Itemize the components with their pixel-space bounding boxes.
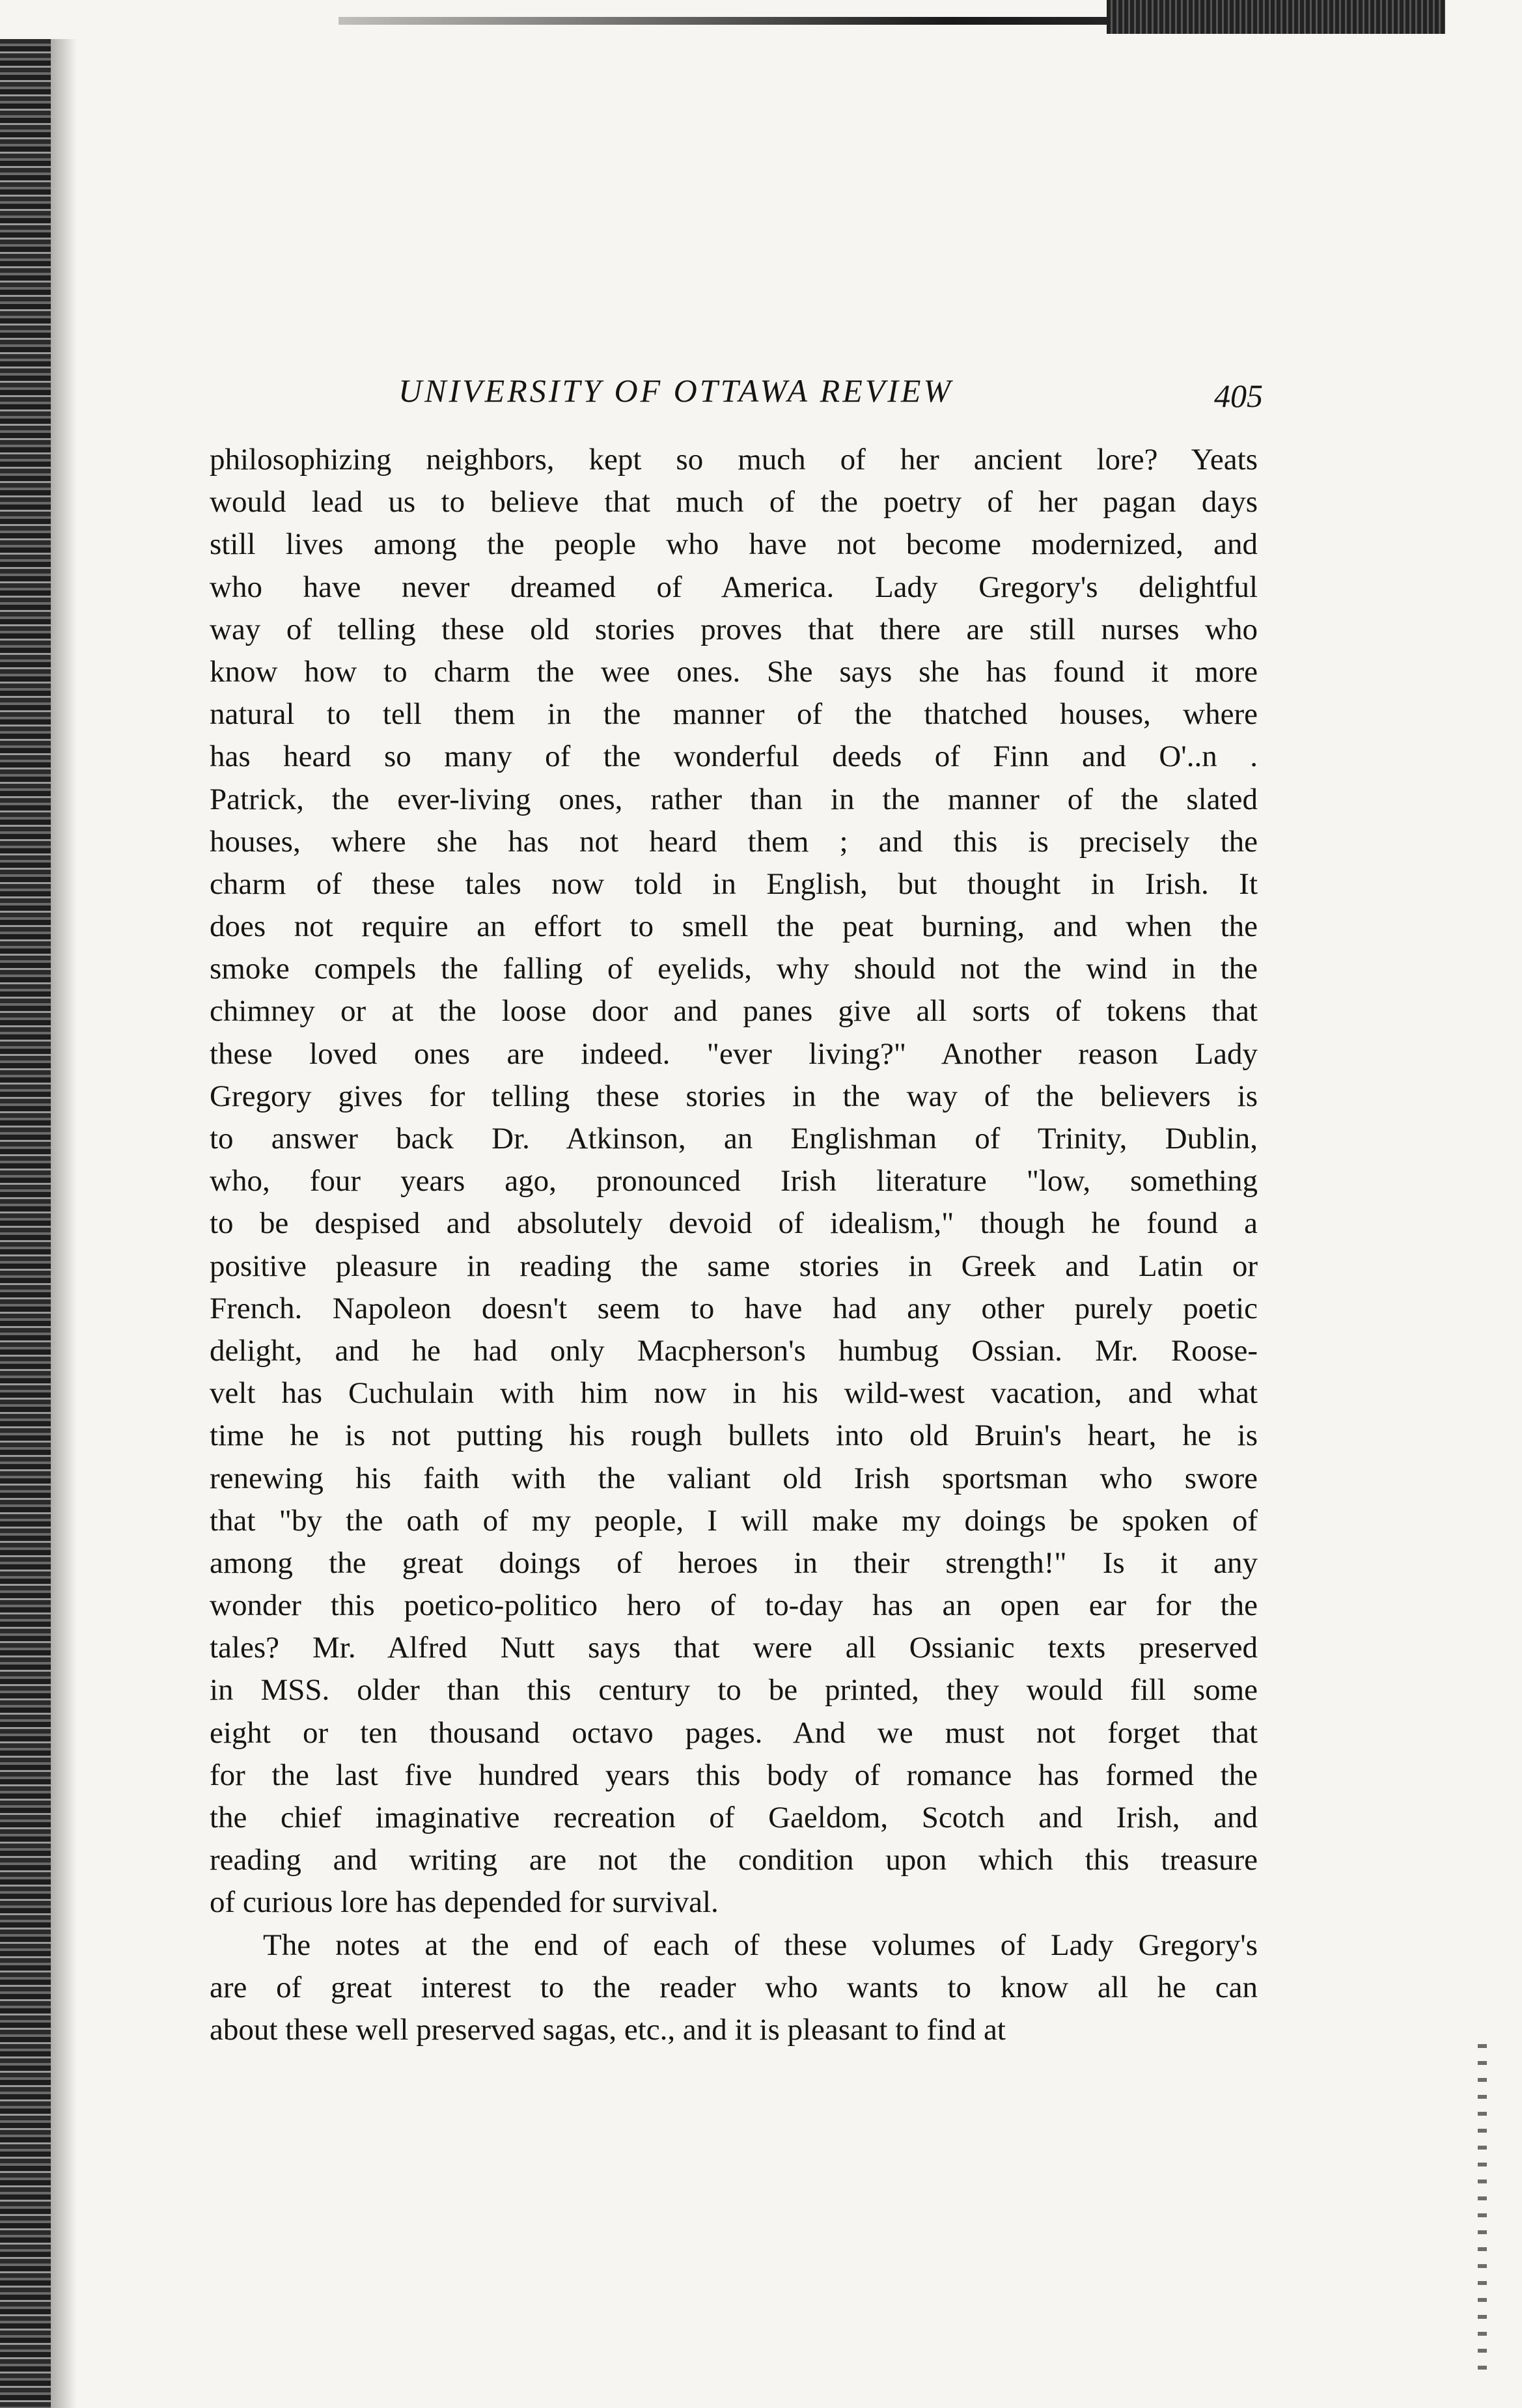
- text-line: still lives among the people who have not become modernized, and: [210, 527, 1258, 562]
- text-line: the chief imaginative recreation of Gaeldom, Scotch and Irish, and: [210, 1801, 1258, 1834]
- text-line: time he is not putting his rough bullets into old Bruin's heart, he is: [210, 1419, 1258, 1453]
- text-line: in MSS. older than this century to be printed, they would fill some: [210, 1673, 1258, 1708]
- text-line: for the last five hundred years this body of romance has formed the: [210, 1758, 1258, 1792]
- text-line: eight or ten thousand octavo pages. And we must not forget that: [210, 1715, 1258, 1750]
- page-number: 405: [1214, 378, 1263, 414]
- text-line: are of great interest to the reader who wants to know all he can: [210, 1970, 1258, 2004]
- text-line: Patrick, the ever-living ones, rather than in the manner of the slated: [210, 782, 1258, 816]
- text-line: French. Napoleon doesn't seem to have had any other purely poetic: [210, 1291, 1258, 1325]
- paragraph: [210, 1924, 1258, 2052]
- scan-right-specks: [1478, 2044, 1487, 2383]
- text-line: who have never dreamed of America. Lady Gregory's delightful: [210, 570, 1258, 604]
- text-line: way of telling these old stories proves that there are still nurses who: [210, 612, 1258, 646]
- text-line: renewing his faith with the valiant old Irish sportsman who swore: [210, 1461, 1258, 1495]
- text-line: of curious lore has depended for survival.: [210, 1885, 719, 1920]
- text-line: houses, where she has not heard them ; and this is precisely the: [210, 824, 1258, 859]
- text-line: has heard so many of the wonderful deeds of Finn and O'..n .: [210, 740, 1258, 774]
- text-line: to be despised and absolutely devoid of idealism," though he found a: [210, 1206, 1258, 1241]
- text-line: smoke compels the falling of eyelids, why should not the wind in the: [210, 952, 1258, 986]
- text-line: about these well preserved sagas, etc., and it is pleasant to find at: [210, 2012, 1006, 2047]
- text-line: does not require an effort to smell the peat burning, and when the: [210, 909, 1258, 944]
- text-line: The notes at the end of each of these volumes of Lady Gregory's: [263, 1928, 1258, 1962]
- text-line: who, four years ago, pronounced Irish literature "low, something: [210, 1164, 1258, 1198]
- text-line: natural to tell them in the manner of the thatched houses, where: [210, 697, 1258, 732]
- text-line: chimney or at the loose door and panes give all sorts of tokens that: [210, 994, 1258, 1029]
- text-line: these loved ones are indeed. "ever living?" Another reason Lady: [210, 1036, 1258, 1071]
- text-line: among the great doings of heroes in their strength!" Is it any: [210, 1545, 1258, 1580]
- text-line: positive pleasure in reading the same stories in Greek and Latin or: [210, 1249, 1258, 1283]
- text-line: wonder this poetico-politico hero of to-day has an open ear for the: [210, 1588, 1258, 1623]
- running-title: UNIVERSITY OF OTTAWA REVIEW: [398, 372, 954, 409]
- text-line: charm of these tales now told in English, but thought in Irish. It: [210, 866, 1258, 901]
- text-line: would lead us to believe that much of the poetry of her pagan days: [210, 485, 1258, 519]
- text-line: philosophizing neighbors, kept so much of her ancient lore? Yeats: [210, 443, 1258, 477]
- text-line: that "by the oath of my people, I will make my doings be spoken of: [210, 1503, 1258, 1538]
- text-line: velt has Cuchulain with him now in his wild-west vacation, and what: [210, 1376, 1258, 1411]
- text-line: to answer back Dr. Atkinson, an Englishman of Trinity, Dublin,: [210, 1122, 1258, 1156]
- text-line: tales? Mr. Alfred Nutt says that were all Ossianic texts preserved: [210, 1631, 1258, 1665]
- text-line: Gregory gives for telling these stories in the way of the believers is: [210, 1079, 1258, 1113]
- running-head: [0, 365, 1522, 417]
- paragraph: [210, 439, 1258, 1924]
- text-line: delight, and he had only Macpherson's humbug Ossian. Mr. Roose-: [210, 1333, 1258, 1368]
- body-text: [210, 439, 1258, 2051]
- text-line: know how to charm the wee ones. She says she has found it more: [210, 654, 1258, 689]
- text-line: reading and writing are not the condition upon which this treasure: [210, 1843, 1258, 1877]
- scan-top-shadow: [1107, 0, 1445, 34]
